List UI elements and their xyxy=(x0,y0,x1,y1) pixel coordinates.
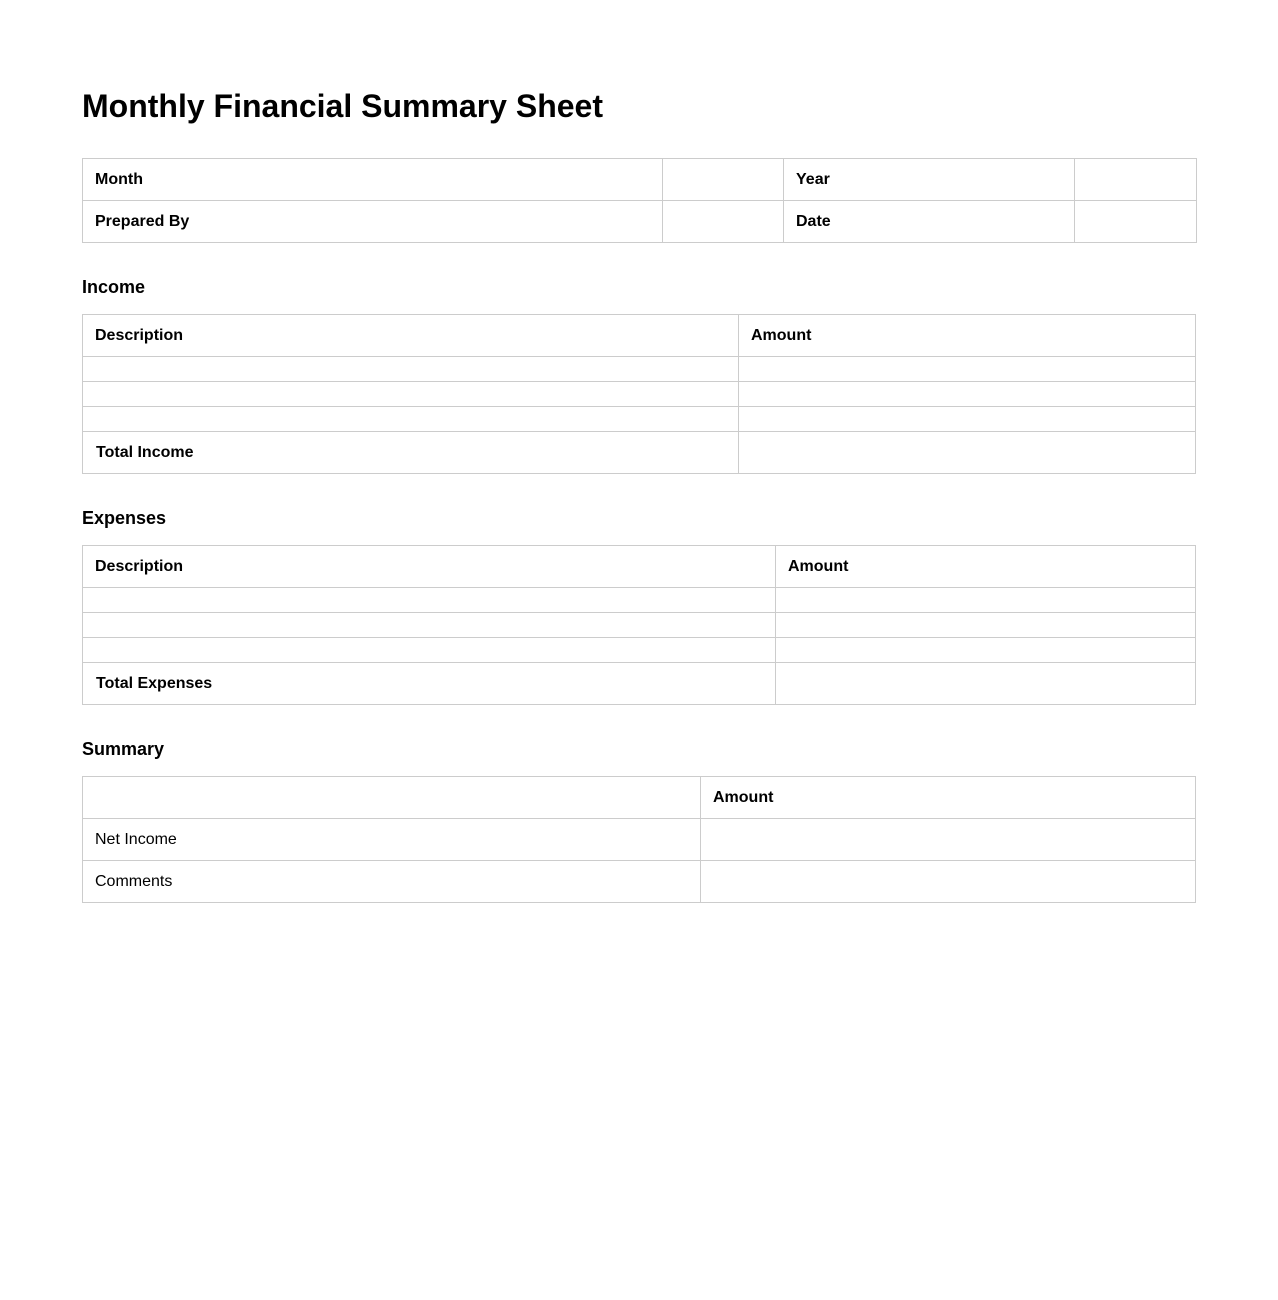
summary-amount-header: Amount xyxy=(701,777,1196,819)
income-table xyxy=(82,314,1196,474)
table-row xyxy=(83,613,1196,638)
income-amount-cell[interactable] xyxy=(739,407,1196,432)
month-label: Month xyxy=(83,159,663,201)
date-field[interactable] xyxy=(1075,201,1197,243)
income-heading: Income xyxy=(82,277,146,297)
expense-description-cell[interactable] xyxy=(83,588,776,613)
net-income-field[interactable] xyxy=(701,819,1196,861)
net-income-label: Net Income xyxy=(83,819,701,861)
table-row xyxy=(83,407,1196,432)
prepared-by-label: Prepared By xyxy=(83,201,663,243)
expenses-heading: Expenses xyxy=(82,508,167,528)
expense-amount-cell[interactable] xyxy=(776,588,1196,613)
income-description-cell[interactable] xyxy=(83,382,739,407)
info-table xyxy=(82,158,1197,243)
income-amount-header: Amount xyxy=(739,315,1196,357)
total-expenses-field[interactable] xyxy=(776,663,1196,705)
year-label: Year xyxy=(784,159,1075,201)
income-description-header: Description xyxy=(83,315,739,357)
expenses-description-header: Description xyxy=(83,546,776,588)
expense-amount-cell[interactable] xyxy=(776,613,1196,638)
summary-table xyxy=(82,776,1196,903)
expenses-amount-header: Amount xyxy=(776,546,1196,588)
income-description-cell[interactable] xyxy=(83,407,739,432)
page-title: Monthly Financial Summary Sheet xyxy=(82,88,603,124)
comments-field[interactable] xyxy=(701,861,1196,903)
month-field[interactable] xyxy=(663,159,784,201)
summary-heading: Summary xyxy=(82,739,165,759)
year-field[interactable] xyxy=(1075,159,1197,201)
prepared-by-field[interactable] xyxy=(663,201,784,243)
table-row xyxy=(83,357,1196,382)
date-label: Date xyxy=(784,201,1075,243)
expenses-table xyxy=(82,545,1196,705)
table-row xyxy=(83,588,1196,613)
income-amount-cell[interactable] xyxy=(739,382,1196,407)
total-expenses-label: Total Expenses xyxy=(83,663,776,705)
income-description-cell[interactable] xyxy=(83,357,739,382)
expense-description-cell[interactable] xyxy=(83,613,776,638)
table-row xyxy=(83,638,1196,663)
expense-description-cell[interactable] xyxy=(83,638,776,663)
table-row xyxy=(83,382,1196,407)
income-amount-cell[interactable] xyxy=(739,357,1196,382)
summary-blank-header xyxy=(83,777,701,819)
comments-label: Comments xyxy=(83,861,701,903)
total-income-label: Total Income xyxy=(83,432,739,474)
total-income-field[interactable] xyxy=(739,432,1196,474)
expense-amount-cell[interactable] xyxy=(776,638,1196,663)
